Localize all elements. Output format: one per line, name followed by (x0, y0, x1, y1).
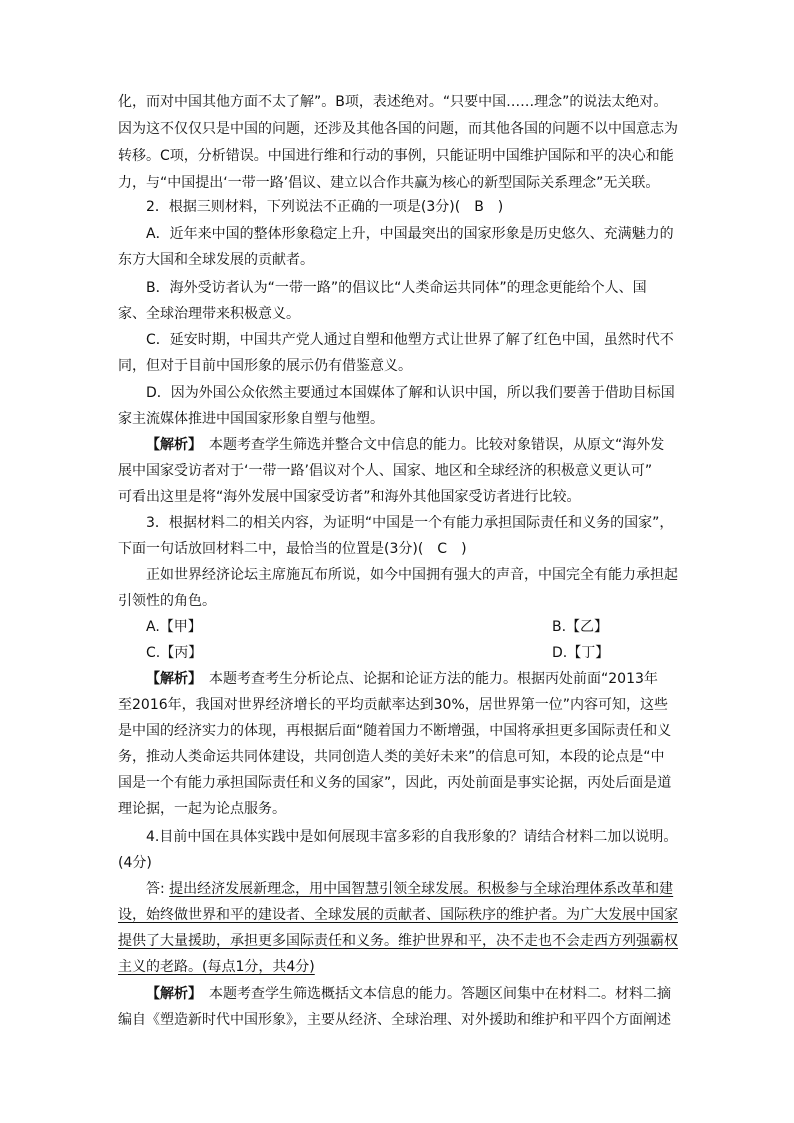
text-line: 同，但对于目前中国形象的展示仍有借鉴意义。 (118, 358, 412, 374)
options-row-1 (146, 617, 706, 637)
answer-text: 提出经济发展新理念，用中国智慧引领全球发展。积极参与全球治理体系改革和建 (169, 881, 674, 897)
option-b-q2: B．海外受访者认为“一带一路”的倡议比“人类命运共同体”的理念更能给个人、国 (146, 280, 647, 296)
question-3: 3．根据材料二的相关内容，为证明“中国是一个有能力承担国际责任和义务的国家”， (146, 515, 674, 531)
option-a-q3: A.【甲】 (146, 619, 202, 635)
question-4: 4.目前中国在具体实践中是如何展现丰富多彩的自我形象的？请结合材料二加以说明。 (146, 829, 678, 845)
options-row-2 (146, 643, 706, 663)
text-line: 转移。C项，分析错误。中国进行维和行动的事例，只能证明中国维护国际和平的决心和能 (118, 148, 674, 164)
answer-text: 设，始终做世界和平的建设者、全球发展的贡献者、国际秩序的维护者。为广大发展中国家 (118, 907, 678, 923)
text-line: 至2016年，我国对世界经济增长的平均贡献率达到30%，居世界第一位”内容可知，这些 (118, 697, 668, 713)
option-c-q3: C.【丙】 (146, 645, 203, 661)
answer-text: 主义的老路。(每点1分，共4分) (118, 959, 315, 975)
option-b-q3: B.【乙】 (552, 619, 609, 635)
text-line: 编自《塑造新时代中国形象》，主要从经济、全球治理、对外援助和维护和平四个方面阐述 (118, 1012, 671, 1028)
answer-prefix: 答: (146, 881, 170, 897)
text-line: 务，推动人类命运共同体建设，共同创造人类的美好未来”的信息可知，本段的论点是“中 (118, 749, 665, 765)
analysis-q4 (146, 984, 706, 1004)
analysis-tag: 【解析】 (146, 437, 195, 453)
option-d-q2: D．因为外国公众依然主要通过本国媒体了解和认识中国，所以我们要善于借助目标国 (146, 385, 675, 401)
text-line: 力，与“中国提出‘一带一路’倡议、建立以合作共赢为核心的新型国际关系理念”无关联。 (118, 175, 660, 191)
text-line: 理论据，一起为论点服务。 (118, 801, 286, 817)
analysis-text: 本题考查学生筛选概括文本信息的能力。答题区间集中在材料二。材料二摘 (209, 986, 671, 1002)
text-line: (4分) (118, 855, 152, 871)
text-line: 家主流媒体推进中国国家形象自塑与他塑。 (118, 411, 384, 427)
quote-sentence: 正如世界经济论坛主席施瓦布所说，如今中国拥有强大的声音，中国完全有能力承担起 (146, 567, 678, 583)
text-line: 是中国的经济实力的体现，再根据后面“随着国力不断增强，中国将承担更多国际责任和义 (118, 723, 672, 739)
option-d-q3: D.【丁】 (552, 645, 610, 661)
text-line: 东方大国和全球发展的贡献者。 (118, 252, 314, 268)
analysis-text: 本题考查学生筛选并整合文中信息的能力。比较对象错误，从原文“海外发 (209, 437, 665, 453)
option-a-q2: A．近年来中国的整体形象稳定上升，中国最突出的国家形象是历史悠久、充满魅力的 (146, 226, 674, 242)
text-line: 国是一个有能力承担国际责任和义务的国家”，因此，丙处前面是事实论据，丙处后面是道 (118, 775, 672, 791)
text-line: 引领性的角色。 (118, 593, 216, 609)
analysis-q2 (146, 435, 706, 455)
text-line: 下面一句话放回材料二中，最恰当的位置是(3分)( C ) (118, 541, 467, 557)
answer-text-line (118, 957, 678, 977)
option-c-q2: C．延安时期，中国共产党人通过自塑和他塑方式让世界了解了红色中国，虽然时代不 (146, 332, 674, 348)
text-line: 可看出这里是将“海外发展中国家受访者”和海外其他国家受访者进行比较。 (118, 489, 581, 505)
text-line: 家、全球治理带来积极意义。 (118, 306, 300, 322)
answer-text: 提供了大量援助，承担更多国际责任和义务。维护世界和平，决不走也不会走西方列强霸权 (118, 933, 678, 949)
text-line: 因为这不仅仅只是中国的问题，还涉及其他各国的问题，而其他各国的问题不以中国意志为 (118, 121, 678, 137)
text-line: 展中国家受访者对于‘一带一路’倡议对个人、国家、地区和全球经济的积极意义更认可” (118, 463, 653, 479)
text-line: 化，而对中国其他方面不太了解”。B项，表述绝对。“只要中国……理念”的说法太绝对。 (118, 94, 668, 110)
question-2: 2．根据三则材料，下列说法不正确的一项是(3分)( B ) (146, 199, 504, 215)
analysis-tag: 【解析】 (146, 671, 195, 687)
analysis-tag: 【解析】 (146, 986, 195, 1002)
analysis-text: 本题考查考生分析论点、论据和论证方法的能力。根据丙处前面“2013年 (209, 671, 658, 687)
analysis-q3 (146, 669, 706, 689)
answer-q4 (146, 879, 706, 899)
